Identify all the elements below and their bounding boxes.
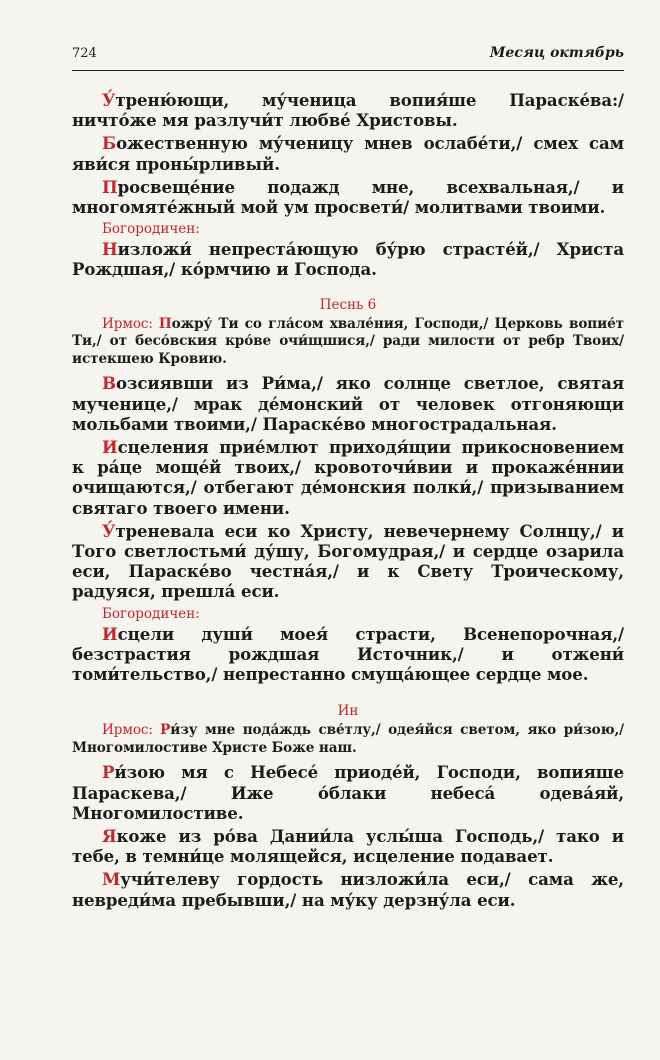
- troparion-2: [72, 133, 624, 173]
- troparion-text: и́зою мя с Небесе́ приоде́й, Господи, вопияше Параскева,/ Иже о́блаки небеса́ одева́яй, Многомилостиве.: [72, 762, 624, 823]
- drop-initial: Р: [102, 762, 115, 783]
- troparion-7: [72, 762, 624, 823]
- troparion-4: [72, 373, 624, 434]
- irmos-initial: П: [158, 315, 172, 332]
- irmos-label: Ирмос:: [102, 722, 153, 739]
- troparion-text: озсиявши из Ри́ма,/ яко солнце светлое, святая мученице,/ мрак де́монский от человек отгоняющи мольбами твоими,/ Параске́во многострадальная.: [72, 373, 624, 434]
- section-heading: Ин: [337, 703, 359, 720]
- irmos: [72, 316, 624, 369]
- irmos-label: Ирмос:: [102, 315, 153, 332]
- text-body: [72, 90, 624, 913]
- troparion-text: учи́телеву гордость низложи́ла еси,/ сама же, невреди́ма пребывши,/ на му́ку дерзну́ла еси.: [72, 869, 624, 910]
- drop-initial: П: [102, 176, 118, 197]
- theotokion-text: сцели души́ моея́ страсти, Всенепорочная,/ безстрастия рождшая Источник,/ и отжени́ томи́тельство,/ непрестанно смуща́ющее сердце мое.: [72, 623, 624, 685]
- irmos-text: и́зу мне пода́ждь све́тлу,/ одея́йся светом, яко ри́зою,/ Многомилостиве Христе Боже наш.: [72, 722, 624, 756]
- troparion-9: [72, 869, 624, 909]
- troparion-8: [72, 826, 624, 866]
- drop-initial: И: [102, 437, 118, 458]
- ode-heading: Песнь 6: [319, 296, 377, 313]
- drop-initial: Б: [102, 133, 117, 154]
- troparion-text: ожественную му́ченицу мнев ослабе́ти,/ смех сам яви́ся проны́рливый.: [72, 133, 624, 174]
- page-number: 724: [72, 46, 97, 61]
- page-header: [72, 44, 624, 71]
- drop-initial: Н: [102, 239, 118, 260]
- theotokion-text: изложи́ непреста́ющую бу́рю страсте́й,/ Христа Рождшая,/ ко́рмчию и Господа.: [72, 239, 624, 280]
- drop-initial: М: [102, 869, 121, 890]
- drop-initial: У́: [102, 520, 116, 541]
- theotokion: [72, 239, 624, 279]
- theotokion-label: Богородичен:: [102, 605, 200, 622]
- theotokion-label: Богородичен:: [102, 221, 200, 238]
- theotokion: [72, 624, 624, 685]
- troparion-1: [72, 90, 624, 130]
- troparion-5: [72, 437, 624, 518]
- troparion-text: коже из ро́ва Дании́ла услы́ша Господь,/ тако и тебе, в темни́це молящейся, исцеление подавает.: [72, 826, 624, 867]
- irmos-initial: Р: [160, 722, 171, 739]
- irmos-text: ожру́ Ти со гла́сом хвале́ния, Господи,/ Церковь вопие́т Ти,/ от бесо́вския кро́ве очи́щшися,/ ради милости от ребр Твоих/ истекшею Кровию.: [72, 315, 624, 367]
- troparion-6: [72, 521, 624, 602]
- troparion-text: росвеще́ние подажд мне, всехвальная,/ и многомяте́жный мой ум просвети́/ молитвами твоими.: [72, 176, 624, 218]
- troparion-text: треневала еси ко Христу, невечернему Солнцу,/ и Того светлостьми́ ду́шу, Богомудрая,/ и сердце озарила еси, Параске́во честна́я,/ и к Свету Троическому, радуяся, прешла́ еси.: [72, 520, 624, 602]
- troparion-text: сцеления прие́млют приходя́щии прикосновением к ра́це моще́й твоих,/ кровоточи́вии и прокаже́ннии очищаются,/ отбегают де́монския полки́,/ призыванием святаго твоего имени.: [72, 437, 624, 518]
- running-title: Месяц октябрь: [489, 45, 624, 61]
- drop-initial: У́: [102, 90, 116, 110]
- troparion-3: [72, 177, 624, 217]
- drop-initial: Я: [102, 826, 117, 847]
- drop-initial: В: [102, 373, 116, 394]
- drop-initial: И: [102, 623, 118, 644]
- troparion-text: треню́ющи, му́ченица вопия́ше Параске́ва:/ ничто́же мя разлучи́т любве́ Христовы.: [72, 90, 624, 131]
- irmos: [72, 722, 624, 757]
